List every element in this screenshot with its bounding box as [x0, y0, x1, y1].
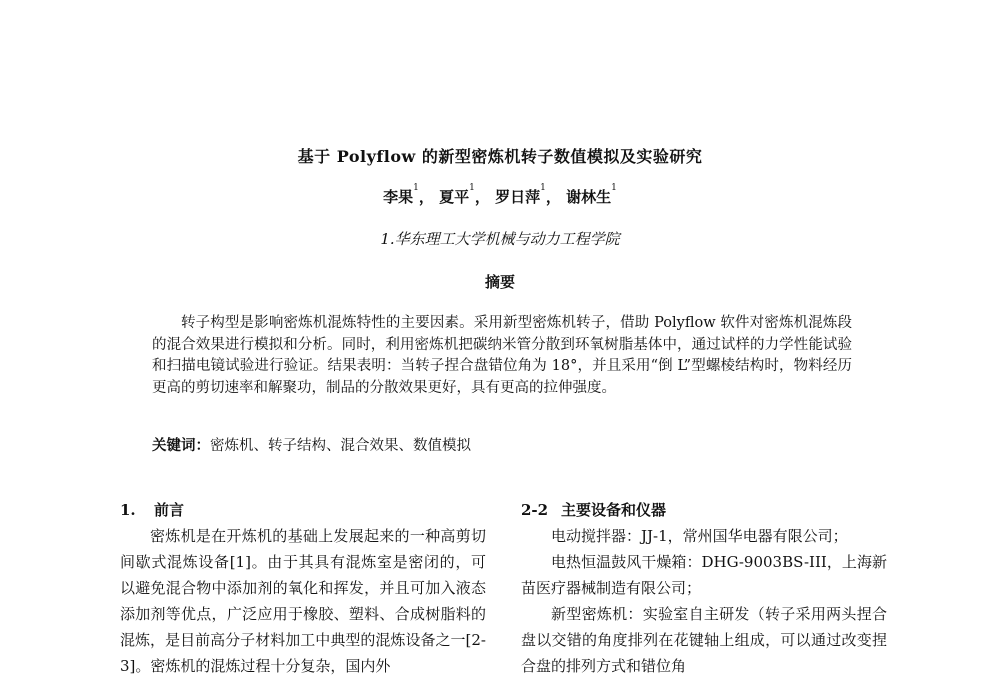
affiliation: 1.华东理工大学机械与动力工程学院 [380, 230, 620, 248]
equipment-item: 新型密炼机：实验室自主研发（转子采用两头捏合盘以交错的角度排列在花键轴上组成，可以通过改变捏合盘的排列方式和错位角 [521, 605, 887, 675]
section-number: 1. [120, 501, 136, 519]
left-column [120, 497, 486, 679]
intro-paragraph: 密炼机是在开炼机的基础上发展起来的一种高剪切间歇式混炼设备[1]。由于其具有混炼室是密闭的，可以避免混合物中添加剂的氧化和挥发，并且可加入液态添加剂等优点，广泛应用于橡胶、塑料、合成树脂料的混炼，是目前高分子材料加工中典型的混炼设备之一[2-3]。密炼机的混炼过程十分复杂，国内外 [120, 527, 486, 675]
keywords [152, 434, 852, 455]
section-number: 2-2 [521, 501, 549, 519]
author: 夏平$^1$， [439, 183, 490, 206]
section-heading-equipment [521, 497, 887, 523]
paper-title: 基于 Polyflow 的新型密炼机转子数值模拟及实验研究 [297, 147, 703, 166]
abstract-heading: 摘要 [484, 273, 515, 291]
author: 罗日萍$^1$， [495, 183, 561, 206]
author: 谢林生$^1$ [566, 183, 617, 206]
right-column [521, 497, 887, 679]
section-title: 前言 [154, 501, 185, 519]
equipment-item: 电动搅拌器：JJ-1，常州国华电器有限公司； [551, 527, 848, 545]
keywords-label: 关键词： [152, 437, 210, 454]
section-title: 主要设备和仪器 [561, 501, 667, 519]
section-heading-intro [120, 497, 486, 523]
author-list [0, 183, 1000, 207]
equipment-item: 电热恒温鼓风干燥箱：DHG-9003BS-III，上海新苗医疗器械制造有限公司； [521, 553, 887, 597]
author: 李果$^1$， [383, 183, 434, 206]
keywords-value: 密炼机、转子结构、混合效果、数值模拟 [210, 438, 471, 454]
abstract-text: 转子构型是影响密炼机混炼特性的主要因素。采用新型密炼机转子，借助 Polyflow 软件对密炼机混炼段的混合效果进行模拟和分析。同时，利用密炼机把碳纳米管分散到环氧树脂基体中，通过试样的力学性能试验和扫描电镜试验进行验证。结果表明：当转子捏合盘错位角为 18°，并且采用“倒 L”型螺棱结构时，物料经历更高的剪切速率和解聚功，制品的分散效果更好，具有更高的拉伸强度。 [152, 315, 852, 396]
